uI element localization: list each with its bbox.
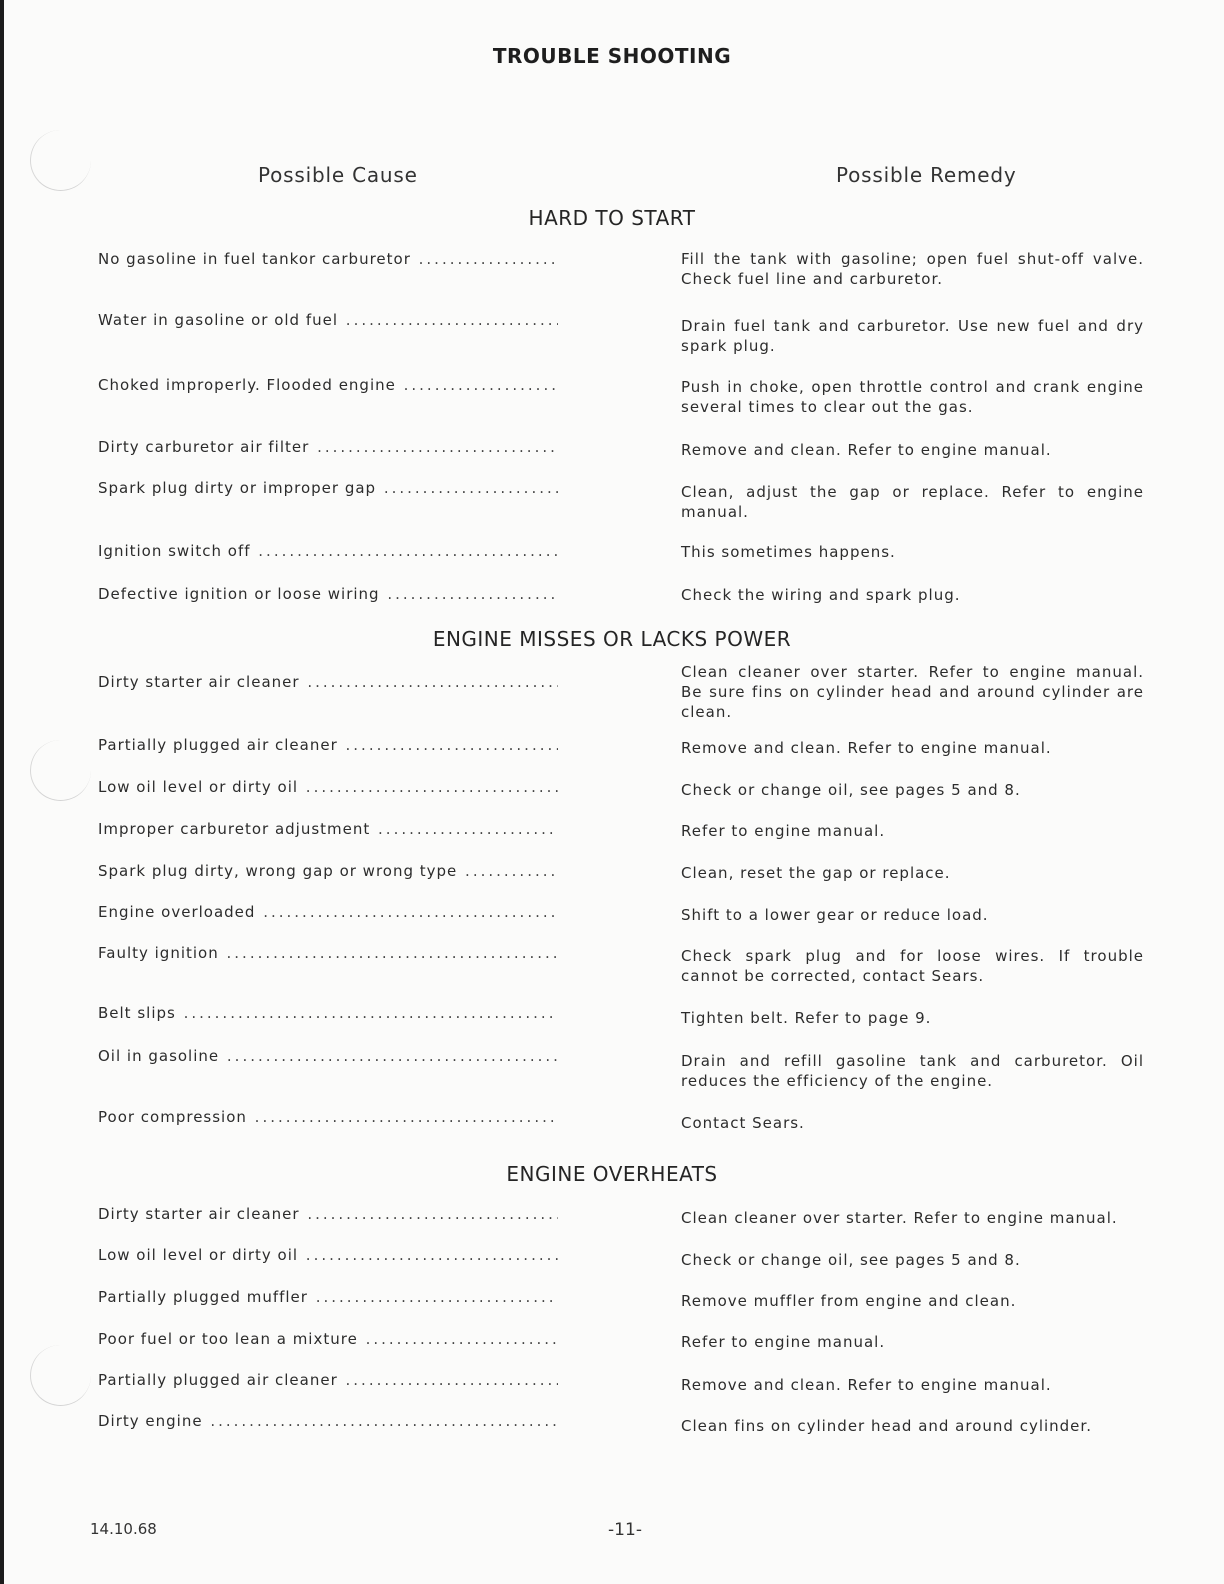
remedy-text: Clean, adjust the gap or replace. Refer to engine manual. [681,483,1144,521]
remedy-text: Fill the tank with gasoline; open fuel shut-off valve. Check fuel line and carburetor. [681,250,1144,288]
remedy-text: Clean cleaner over starter. Refer to engine manual. [681,1209,1118,1227]
cause-text: Spark plug dirty, wrong gap or wrong type ..... [98,862,558,880]
cause-text: Dirty starter air cleaner ..... [98,1205,558,1223]
cause-text: Partially plugged air cleaner ..... [98,736,558,754]
cause-text: No gasoline in fuel tankor carburetor ..... [98,250,558,268]
remedy-text: Push in choke, open throttle control and crank engine several times to clear out the gas. [681,378,1144,416]
remedy-text: Contact Sears. [681,1114,805,1132]
possible-remedy-header: Possible Remedy [836,163,1017,187]
cause-text: Spark plug dirty or improper gap ..... [98,479,558,497]
cause-text: Ignition switch off ..... [98,542,558,560]
cause-text: Faulty ignition ..... [98,944,558,962]
page-edge [0,0,4,1584]
punch-hole-mark [30,1345,91,1406]
cause-text: Dirty starter air cleaner ..... [98,673,558,691]
remedy-text: Shift to a lower gear or reduce load. [681,906,989,924]
remedy-text: Check or change oil, see pages 5 and 8. [681,1251,1021,1269]
cause-text: Low oil level or dirty oil ..... [98,1246,558,1264]
cause-text: Improper carburetor adjustment ..... [98,820,558,838]
cause-text: Partially plugged muffler ..... [98,1288,558,1306]
cause-text: Water in gasoline or old fuel ..... [98,311,558,329]
cause-text: Oil in gasoline ..... [98,1047,558,1065]
remedy-text: Remove and clean. Refer to engine manual. [681,1376,1052,1394]
cause-text: Low oil level or dirty oil ..... [98,778,558,796]
remedy-text: Refer to engine manual. [681,1333,886,1351]
remedy-text: This sometimes happens. [681,543,896,561]
remedy-text: Remove muffler from engine and clean. [681,1292,1017,1310]
remedy-text: Refer to engine manual. [681,822,886,840]
remedy-text: Tighten belt. Refer to page 9. [681,1009,932,1027]
remedy-text: Drain fuel tank and carburetor. Use new fuel and dry spark plug. [681,317,1144,355]
section-heading: ENGINE OVERHEATS [506,1162,718,1186]
cause-text: Poor compression ..... [98,1108,558,1126]
remedy-text: Remove and clean. Refer to engine manual. [681,739,1052,757]
section-heading: HARD TO START [528,206,696,230]
page-title: TROUBLE SHOOTING [492,44,732,68]
cause-text: Partially plugged air cleaner ..... [98,1371,558,1389]
cause-text: Belt slips ..... [98,1004,558,1022]
cause-text: Defective ignition or loose wiring ..... [98,585,558,603]
page-number: -11- [608,1520,642,1540]
document-date: 14.10.68 [90,1520,157,1538]
remedy-text: Check the wiring and spark plug. [681,586,961,604]
cause-text: Engine overloaded ..... [98,903,558,921]
cause-text: Dirty engine ..... [98,1412,558,1430]
remedy-text: Check spark plug and for loose wires. If trouble cannot be corrected, contact Sears. [681,947,1144,985]
remedy-text: Clean cleaner over starter. Refer to engine manual. Be sure fins on cylinder head and around cylinder are clean. [681,663,1144,721]
punch-hole-mark [30,740,91,801]
possible-cause-header: Possible Cause [258,163,418,187]
cause-text: Poor fuel or too lean a mixture ..... [98,1330,558,1348]
remedy-text: Drain and refill gasoline tank and carburetor. Oil reduces the efficiency of the engine. [681,1052,1144,1090]
section-heading: ENGINE MISSES OR LACKS POWER [432,627,792,651]
remedy-text: Clean, reset the gap or replace. [681,864,951,882]
cause-text: Dirty carburetor air filter ..... [98,438,558,456]
punch-hole-mark [30,130,91,191]
cause-text: Choked improperly. Flooded engine ..... [98,376,558,394]
remedy-text: Remove and clean. Refer to engine manual. [681,441,1052,459]
remedy-text: Clean fins on cylinder head and around cylinder. [681,1417,1092,1435]
remedy-text: Check or change oil, see pages 5 and 8. [681,781,1021,799]
